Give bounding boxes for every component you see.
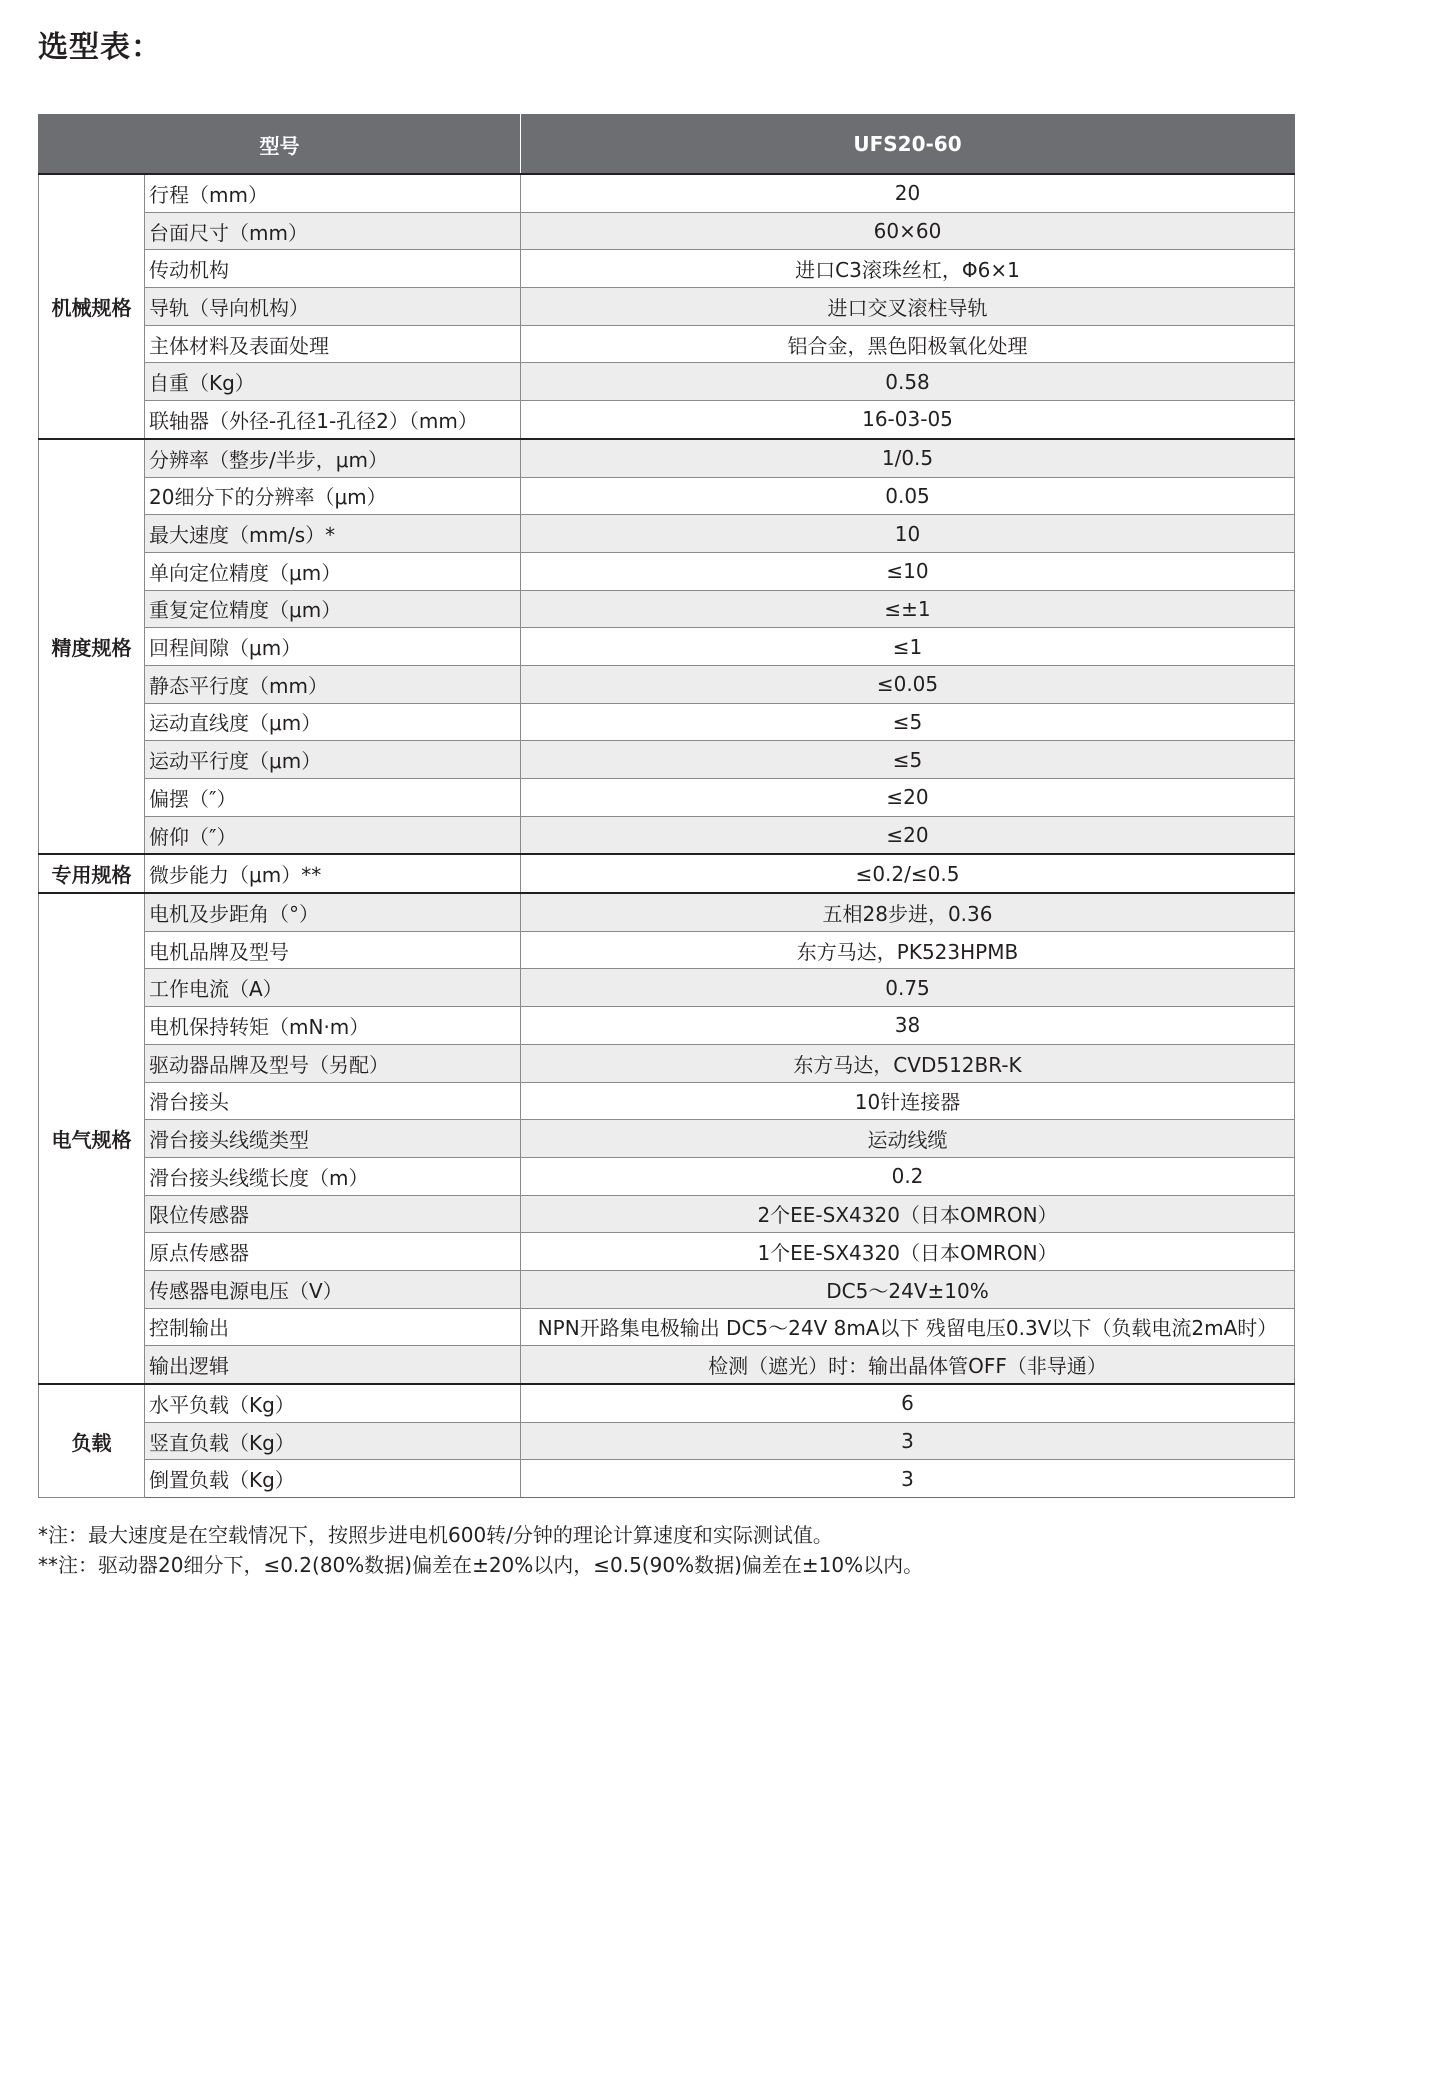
param-cell: 主体材料及表面处理 [145,325,521,363]
value-cell: ≤20 [521,816,1295,854]
param-cell: 俯仰（″） [145,816,521,854]
group-label: 机械规格 [39,174,145,439]
table-row [39,477,1295,515]
group-label: 精度规格 [39,439,145,855]
param-cell: 滑台接头线缆长度（m） [145,1157,521,1195]
value-cell: ≤5 [521,741,1295,779]
table-row [39,893,1295,931]
value-cell: 2个EE-SX4320（日本OMRON） [521,1195,1295,1233]
param-cell: 工作电流（A） [145,969,521,1007]
model-value-header: UFS20-60 [521,115,1295,175]
value-cell: 3 [521,1422,1295,1460]
value-cell: ≤1 [521,628,1295,666]
table-header [39,115,1295,175]
page-title: 选型表： [38,30,162,65]
table-row [39,628,1295,666]
table-row [39,854,1295,893]
table-row [39,1195,1295,1233]
model-label-header: 型号 [39,115,521,175]
selection-table [38,114,1295,1498]
table-row [39,816,1295,854]
group-label: 电气规格 [39,893,145,1384]
value-cell: 20 [521,174,1295,212]
table-row [39,1346,1295,1384]
value-cell: DC5～24V±10% [521,1270,1295,1308]
table-row [39,779,1295,817]
value-cell: 东方马达，CVD512BR-K [521,1044,1295,1082]
param-cell: 偏摆（″） [145,779,521,817]
table-row [39,741,1295,779]
param-cell: 回程间隙（μm） [145,628,521,666]
footnote-max-speed: *注：最大速度是在空载情况下，按照步进电机600转/分钟的理论计算速度和实际测试值。 [38,1523,833,1547]
table-row [39,401,1295,439]
value-cell: ≤5 [521,703,1295,741]
param-cell: 水平负载（Kg） [145,1384,521,1422]
value-cell: 6 [521,1384,1295,1422]
param-cell: 倒置负载（Kg） [145,1460,521,1498]
value-cell: ≤0.2/≤0.5 [521,854,1295,893]
param-cell: 单向定位精度（μm） [145,552,521,590]
param-cell: 行程（mm） [145,174,521,212]
value-cell: 进口C3滚珠丝杠，Φ6×1 [521,250,1295,288]
param-cell: 电机及步距角（°） [145,893,521,931]
param-cell: 传感器电源电压（V） [145,1270,521,1308]
value-cell: ≤10 [521,552,1295,590]
param-cell: 控制输出 [145,1308,521,1346]
param-cell: 静态平行度（mm） [145,665,521,703]
param-cell: 输出逻辑 [145,1346,521,1384]
param-cell: 传动机构 [145,250,521,288]
table-row [39,363,1295,401]
table-row [39,1120,1295,1158]
table-row [39,1460,1295,1498]
param-cell: 联轴器（外径-孔径1-孔径2）（mm） [145,401,521,439]
param-cell: 最大速度（mm/s）* [145,515,521,553]
value-cell: 60×60 [521,212,1295,250]
table-row [39,703,1295,741]
param-cell: 微步能力（μm）** [145,854,521,893]
param-cell: 原点传感器 [145,1233,521,1271]
value-cell: 16-03-05 [521,401,1295,439]
param-cell: 运动直线度（μm） [145,703,521,741]
table-row [39,1308,1295,1346]
value-cell: 0.05 [521,477,1295,515]
value-cell: 0.58 [521,363,1295,401]
param-cell: 滑台接头 [145,1082,521,1120]
value-cell: 0.75 [521,969,1295,1007]
value-cell: 10针连接器 [521,1082,1295,1120]
value-cell: 3 [521,1460,1295,1498]
value-cell: ≤0.05 [521,665,1295,703]
value-cell: 铝合金，黑色阳极氧化处理 [521,325,1295,363]
table-row [39,552,1295,590]
table-row [39,1007,1295,1045]
table-body [39,174,1295,1498]
param-cell: 电机品牌及型号 [145,931,521,969]
param-cell: 重复定位精度（μm） [145,590,521,628]
param-cell: 20细分下的分辨率（μm） [145,477,521,515]
table-row [39,590,1295,628]
param-cell: 电机保持转矩（mN·m） [145,1007,521,1045]
value-cell: ≤20 [521,779,1295,817]
param-cell: 运动平行度（μm） [145,741,521,779]
param-cell: 滑台接头线缆类型 [145,1120,521,1158]
group-label: 专用规格 [39,854,145,893]
param-cell: 限位传感器 [145,1195,521,1233]
value-cell: 运动线缆 [521,1120,1295,1158]
value-cell: 10 [521,515,1295,553]
table-row [39,250,1295,288]
table-row [39,1422,1295,1460]
table-row [39,665,1295,703]
param-cell: 竖直负载（Kg） [145,1422,521,1460]
table-row [39,212,1295,250]
value-cell: NPN开路集电极输出 DC5～24V 8mA以下 残留电压0.3V以下（负载电流2mA时） [521,1308,1295,1346]
table-row [39,515,1295,553]
table-row [39,969,1295,1007]
value-cell: 38 [521,1007,1295,1045]
table-row [39,1233,1295,1271]
table-row [39,1157,1295,1195]
value-cell: 0.2 [521,1157,1295,1195]
value-cell: 进口交叉滚柱导轨 [521,288,1295,326]
value-cell: ≤±1 [521,590,1295,628]
value-cell: 东方马达，PK523HPMB [521,931,1295,969]
table-row [39,1270,1295,1308]
table-row [39,439,1295,477]
table-row [39,325,1295,363]
footnotes [38,1520,923,1580]
table-row [39,931,1295,969]
table-row [39,1082,1295,1120]
param-cell: 分辨率（整步/半步，μm） [145,439,521,477]
group-label: 负载 [39,1384,145,1498]
value-cell: 1/0.5 [521,439,1295,477]
header-row [39,115,1295,175]
param-cell: 台面尺寸（mm） [145,212,521,250]
table-row [39,288,1295,326]
table-row [39,1044,1295,1082]
footnote-microstep: **注：驱动器20细分下，≤0.2(80%数据)偏差在±20%以内，≤0.5(90%数据)偏差在±10%以内。 [38,1553,924,1577]
value-cell: 检测（遮光）时：输出晶体管OFF（非导通） [521,1346,1295,1384]
value-cell: 1个EE-SX4320（日本OMRON） [521,1233,1295,1271]
param-cell: 导轨（导向机构） [145,288,521,326]
table-row [39,174,1295,212]
table-row [39,1384,1295,1422]
param-cell: 自重（Kg） [145,363,521,401]
value-cell: 五相28步进，0.36 [521,893,1295,931]
param-cell: 驱动器品牌及型号（另配） [145,1044,521,1082]
